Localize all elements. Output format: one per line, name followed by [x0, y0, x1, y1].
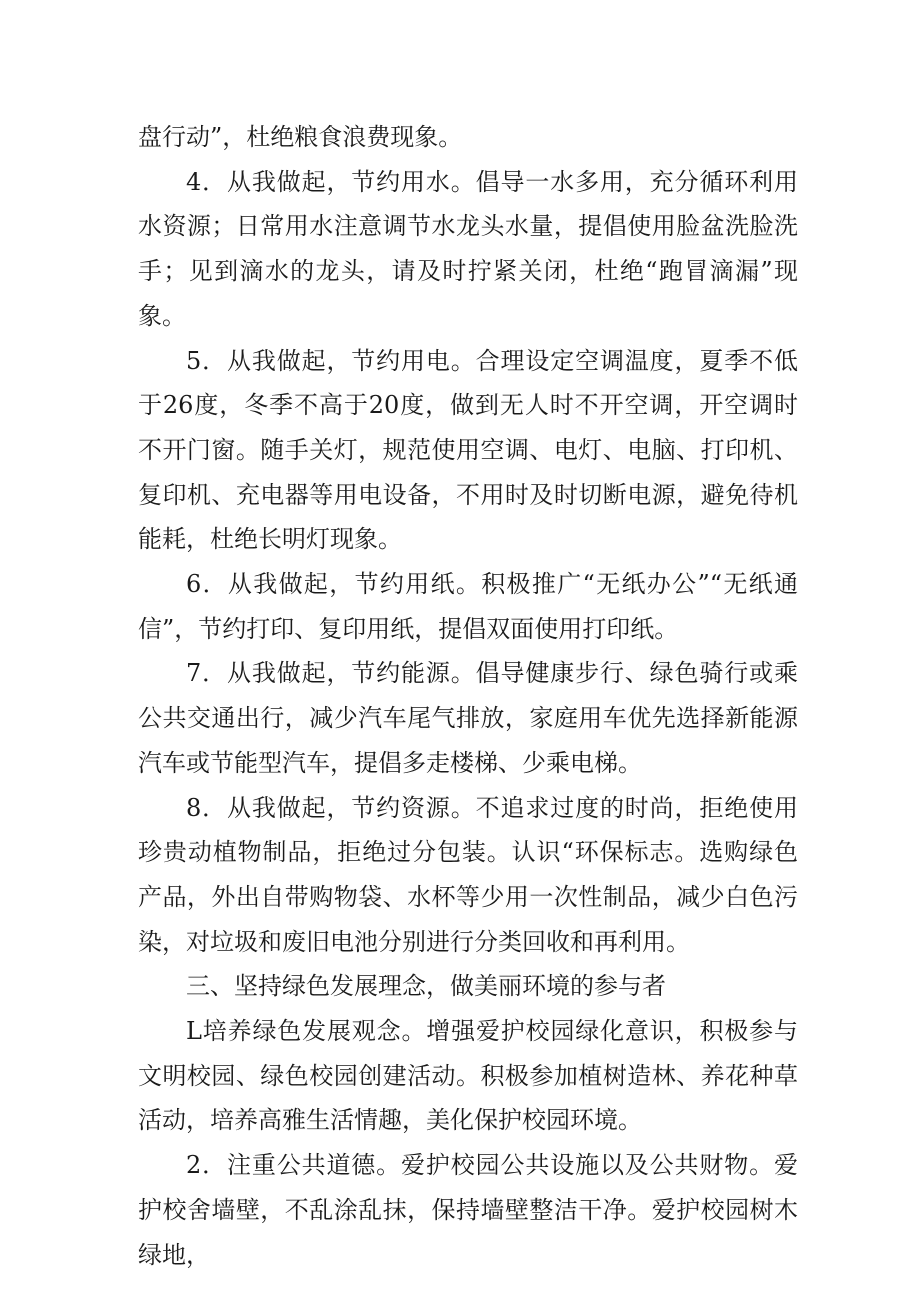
paragraph-save-electricity: 5．从我做起，节约用电。合理设定空调温度，夏季不低于26度，冬季不高于20度，做到无人时不开空调，开空调时不开门窗。随手关灯，规范使用空调、电灯、电脑、打印机、复印机、充电器等用电设备，不用时及时切断电源，避免待机能耗，杜绝长明灯现象。 [138, 346, 798, 554]
paragraph-green-concept: L培养绿色发展观念。增强爱护校园绿化意识，积极参与文明校园、绿色校园创建活动。积极参加植树造林、养花种草活动，培养高雅生活情趣，美化保护校园环境。 [138, 1017, 798, 1135]
paragraph-save-energy: 7．从我做起，节约能源。倡导健康步行、绿色骑行或乘公共交通出行，减少汽车尾气排放，家庭用车优先选择新能源汽车或节能型汽车，提倡多走楼梯、少乘电梯。 [138, 659, 798, 777]
paragraph-food-waste-end: 盘行动”，杜绝粮食浪费现象。 [138, 123, 463, 151]
paragraph-public-ethics: 2．注重公共道德。爱护校园公共设施以及公共财物。爱护校舍墙壁，不乱涂乱抹，保持墙壁整洁干净。爱护校园树木绿地， [138, 1151, 798, 1269]
body-text [138, 115, 798, 1277]
section-heading-green-development: 三、坚持绿色发展理念，做美丽环境的参与者 [186, 972, 666, 1001]
paragraph-save-water: 4．从我做起，节约用水。倡导一水多用，充分循环利用水资源；日常用水注意调节水龙头水量，提倡使用脸盆洗脸洗手；见到滴水的龙头，请及时拧紧关闭，杜绝“跑冒滴漏”现象。 [138, 167, 798, 330]
paragraph-save-resources: 8．从我做起，节约资源。不追求过度的时尚，拒绝使用珍贵动植物制品，拒绝过分包装。认识“环保标志。选购绿色产品，外出自带购物袋、水杯等少用一次性制品，减少白色污染，对垃圾和废旧电池分别进行分类回收和再利用。 [138, 793, 798, 956]
paragraph-save-paper: 6．从我做起，节约用纸。积极推广“无纸办公”“无纸通信”，节约打印、复印用纸，提倡双面使用打印纸。 [138, 570, 798, 643]
